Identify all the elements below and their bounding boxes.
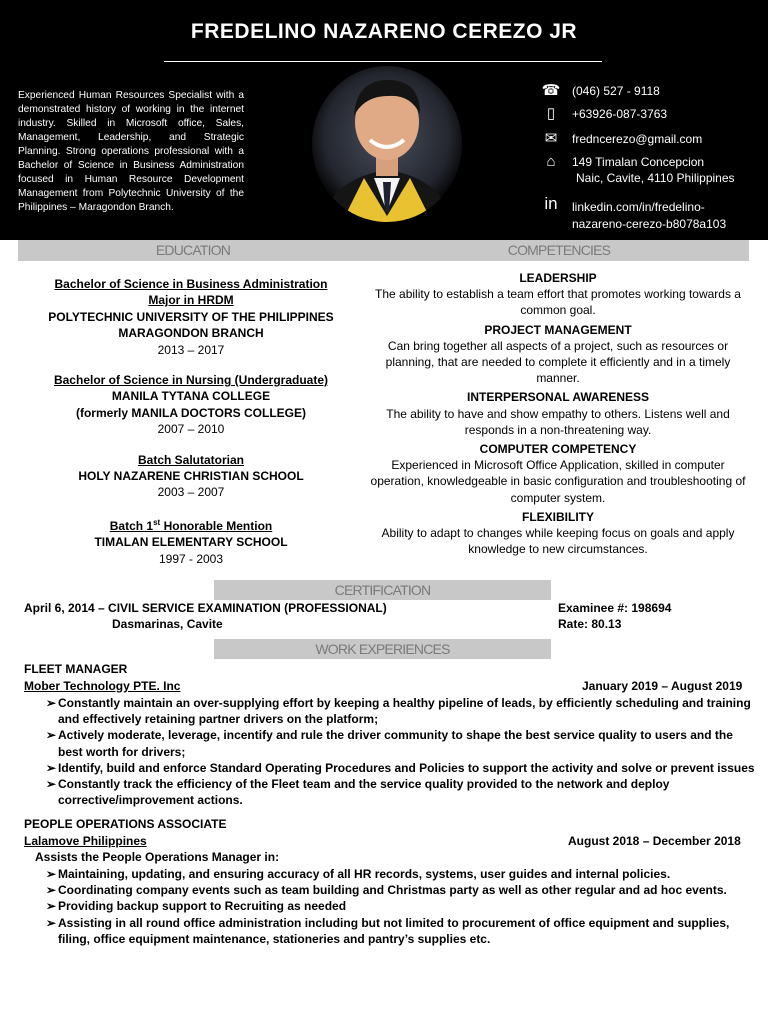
job-dates: January 2019 – August 2019 — [582, 679, 743, 693]
competency-item: INTERPERSONAL AWARENESS The ability to have and show empathy to others. Listens well and responds in a non-threatening way. — [386, 390, 730, 437]
certification-examinee: Examinee #: 198694 — [558, 601, 672, 615]
competencies-heading: COMPETENCIES — [507, 242, 611, 258]
education-list — [30, 276, 352, 581]
education-entry: Batch Salutatorian HOLY NAZARENE CHRISTIAN SCHOOL 2003 – 2007 — [78, 452, 304, 500]
list-item: ➢ Assisting in all round office administration including but not limited to procurement of office equipment and supplies, filing, office equipment maintenance, stationeries and pantry’s supplies etc. — [46, 915, 730, 946]
mobile-icon: ▯ — [546, 105, 556, 122]
education-entry: Batch 1st Honorable Mention TIMALAN ELEMENTARY SCHOOL 1997 - 2003 — [94, 517, 288, 566]
education-entry: Bachelor of Science in Business Administration Major in HRDM POLYTECHNIC UNIVERSITY OF THE PHILIPPINES MARAGONDON BRANCH 2013 – 2017 — [48, 277, 334, 357]
list-item: ➢ Constantly maintain an over-supplying effort by keeping a healthy pipeline of leads, by efficiently scheduling and training and effectively retaining partner drivers on the platform; — [46, 696, 751, 727]
applicant-name: FREDELINO NAZARENO CEREZO JR — [190, 20, 578, 43]
job-intro: Assists the People Operations Manager in: — [35, 850, 280, 864]
job-title: FLEET MANAGER — [24, 662, 128, 676]
name-underline — [164, 61, 602, 62]
list-item: ➢ Coordinating company events such as team building and Christmas party as well as other regular and ad hoc events. — [46, 883, 727, 898]
certification-heading: CERTIFICATION — [334, 582, 431, 598]
education-heading: EDUCATION — [155, 242, 231, 258]
job-title: PEOPLE OPERATIONS ASSOCIATE — [24, 817, 227, 831]
competency-item: COMPUTER COMPETENCY Experienced in Microsoft Office Application, skilled in computer operation, knowledgeable in basic configuration and troubleshooting of computer system. — [370, 442, 746, 505]
list-item: ➢ Actively moderate, leverage, incentify and rule the driver community to shape the best service quality to users and the best worth for drivers; — [46, 728, 733, 759]
competency-item: LEADERSHIP The ability to establish a team effort that promotes working towards a common goal. — [375, 271, 741, 318]
job-company: Lalamove Philippines — [24, 834, 147, 848]
certification-rate: Rate: 80.13 — [558, 617, 622, 631]
job-duties — [46, 695, 760, 808]
phone-icon: ☎ — [541, 82, 561, 99]
email-icon: ✉ — [544, 130, 558, 147]
linkedin-icon: in — [544, 194, 558, 213]
list-item: ➢ Maintaining, updating, and ensuring accuracy of all HR records, systems, user guides and internal policies. — [46, 867, 671, 881]
list-item: ➢ Providing backup support to Recruiting as needed — [46, 899, 347, 914]
profile-summary: Experienced Human Resources Specialist with a demonstrated history of working in the internet industry. Skilled in Microsoft office, Sales, Management, Leadership, and Strategic Planning. Strong operations professional with a Bachelor of Science in Business Administration focused in Human Resource Development Management from Polytechnic University of the Philippines – Maragondon Branch. — [18, 90, 244, 213]
header-banner: FREDELINO NAZARENO CEREZO JR Experienced Human Resources Specialist with a demonstrated history of working in the internet industry. Skilled in Microsoft office, Sales, Management, Leadership, and Strategic Planning. Strong operations professional with a Bachelor of Science in Business Administration focused in Human Resource Development Management from Polytechnic University of the Philippines – Maragondon Branch. ☎ (046) 527 - 9118 ▯ +63926-087-3763 ✉ fredncerezo@gmail.com ⌂ 149 Timalan Concepcion Naic, Cavite, 4110 Philippines in linkedin.com/in/fredelino- nazareno-cerezo-b8078a103 — [0, 0, 768, 240]
certification-exam: April 6, 2014 – CIVIL SERVICE EXAMINATION (PROFESSIONAL) — [24, 601, 387, 615]
home-icon: ⌂ — [546, 153, 556, 170]
work-heading: WORK EXPERIENCES — [315, 641, 450, 657]
job-duties — [46, 866, 760, 947]
competency-item: PROJECT MANAGEMENT Can bring together all aspects of a project, such as resources or planning, that are needed to complete it efficiently and in a timely manner. — [385, 322, 731, 386]
certification-location: Dasmarinas, Cavite — [112, 617, 223, 631]
competency-item: FLEXIBILITY Ability to adapt to changes while keeping focus on goals and apply knowledge to new circumstances. — [381, 509, 735, 557]
job-dates: August 2018 – December 2018 — [568, 834, 741, 848]
job-company: Mober Technology PTE. Inc — [24, 679, 181, 693]
list-item: ➢ Constantly track the efficiency of the Fleet team and the service quality provided to the network and deploy corrective/improvement actions. — [46, 777, 670, 808]
profile-photo — [312, 66, 462, 222]
competencies-list — [366, 270, 750, 560]
list-item: ➢ Identify, build and enforce Standard Operating Procedures and Policies to support the activity and solve or prevent issues — [46, 760, 755, 775]
education-entry: Bachelor of Science in Nursing (Undergraduate) MANILA TYTANA COLLEGE (formerly MANILA DOCTORS COLLEGE) 2007 – 2010 — [53, 373, 329, 437]
